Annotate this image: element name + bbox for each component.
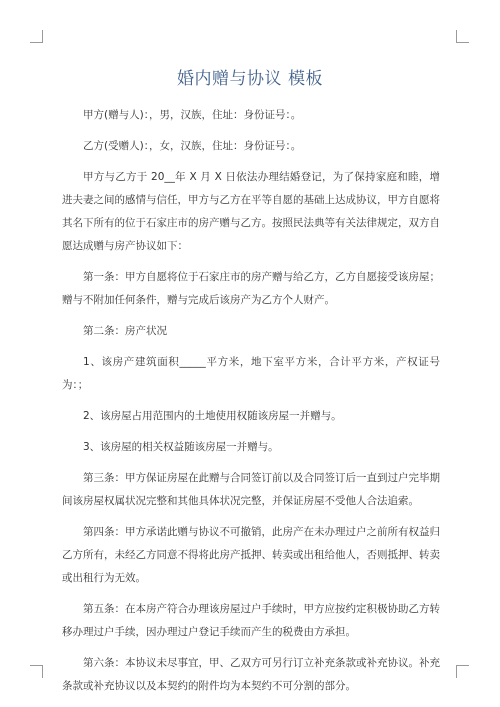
article-3: 第三条：甲方保证房屋在此赠与合同签订前以及合同签订后一直到过户完毕期间该房屋权属状况完整和其他具体状况完整，并保证房屋不受他人合法追索。 [62,472,440,507]
preamble-paragraph: 甲方与乙方于 20__年 X 月 X 日依法办理结婚登记，为了保持家庭和睦，增进夫妻之间的感情与信任，甲方与乙方在平等自愿的基础上达成协议，甲方自愿将其名下所有的位于石家庄市的房产赠与乙方。按照民法典等有关法律规定，双方自愿达成赠与房产协议如下： [62,171,440,252]
crop-mark-bottom-left [30,665,43,678]
crop-mark-top-right [456,30,469,43]
article-4: 第四条：甲方承诺此赠与协议不可撤销，此房产在未办理过户之前所有权益归乙方所有，未经乙方同意不得将此房产抵押、转卖或出租给他人，否则抵押、转卖或出租行为无效。 [62,526,440,584]
article-2-item-2: 2、该房屋占用范围内的土地使用权随该房屋一并赠与。 [83,410,342,422]
article-2-heading: 第二条：房产状况 [83,325,167,337]
article-5: 第五条：在本房产符合办理该房屋过户手续时，甲方应按约定积极协助乙方转移办理过户手续，因办理过户登记手续而产生的税费由方承担。 [62,603,440,638]
article-1: 第一条：甲方自愿将位于石家庄市的房产赠与给乙方，乙方自愿接受该房屋；赠与不附加任何条件，赠与完成后该房产为乙方个人财产。 [62,271,440,306]
crop-mark-top-left [30,30,43,43]
party-a-line: 甲方(赠与人)：，男，汉族，住址：身份证号：。 [83,109,302,121]
crop-mark-bottom-right [456,665,469,678]
article-6: 第六条：本协议未尽事宜，甲、乙双方可另行订立补充条款或补充协议。补充条款或补充协议以及本契约的附件均为本契约不可分割的部分。 [62,657,440,692]
article-2-item-3: 3、该房屋的相关权益随该房屋一并赠与。 [83,441,279,453]
document-body [62,104,440,706]
party-b-line: 乙方(受赠人)：，女，汉族，住址：身份证号：。 [83,140,302,152]
article-2-item-1: 1、该房产建筑面积_____平方米，地下室平方米，合计平方米，产权证号为：； [62,356,440,391]
document-title: 婚内赠与协议 模板 [177,69,323,89]
